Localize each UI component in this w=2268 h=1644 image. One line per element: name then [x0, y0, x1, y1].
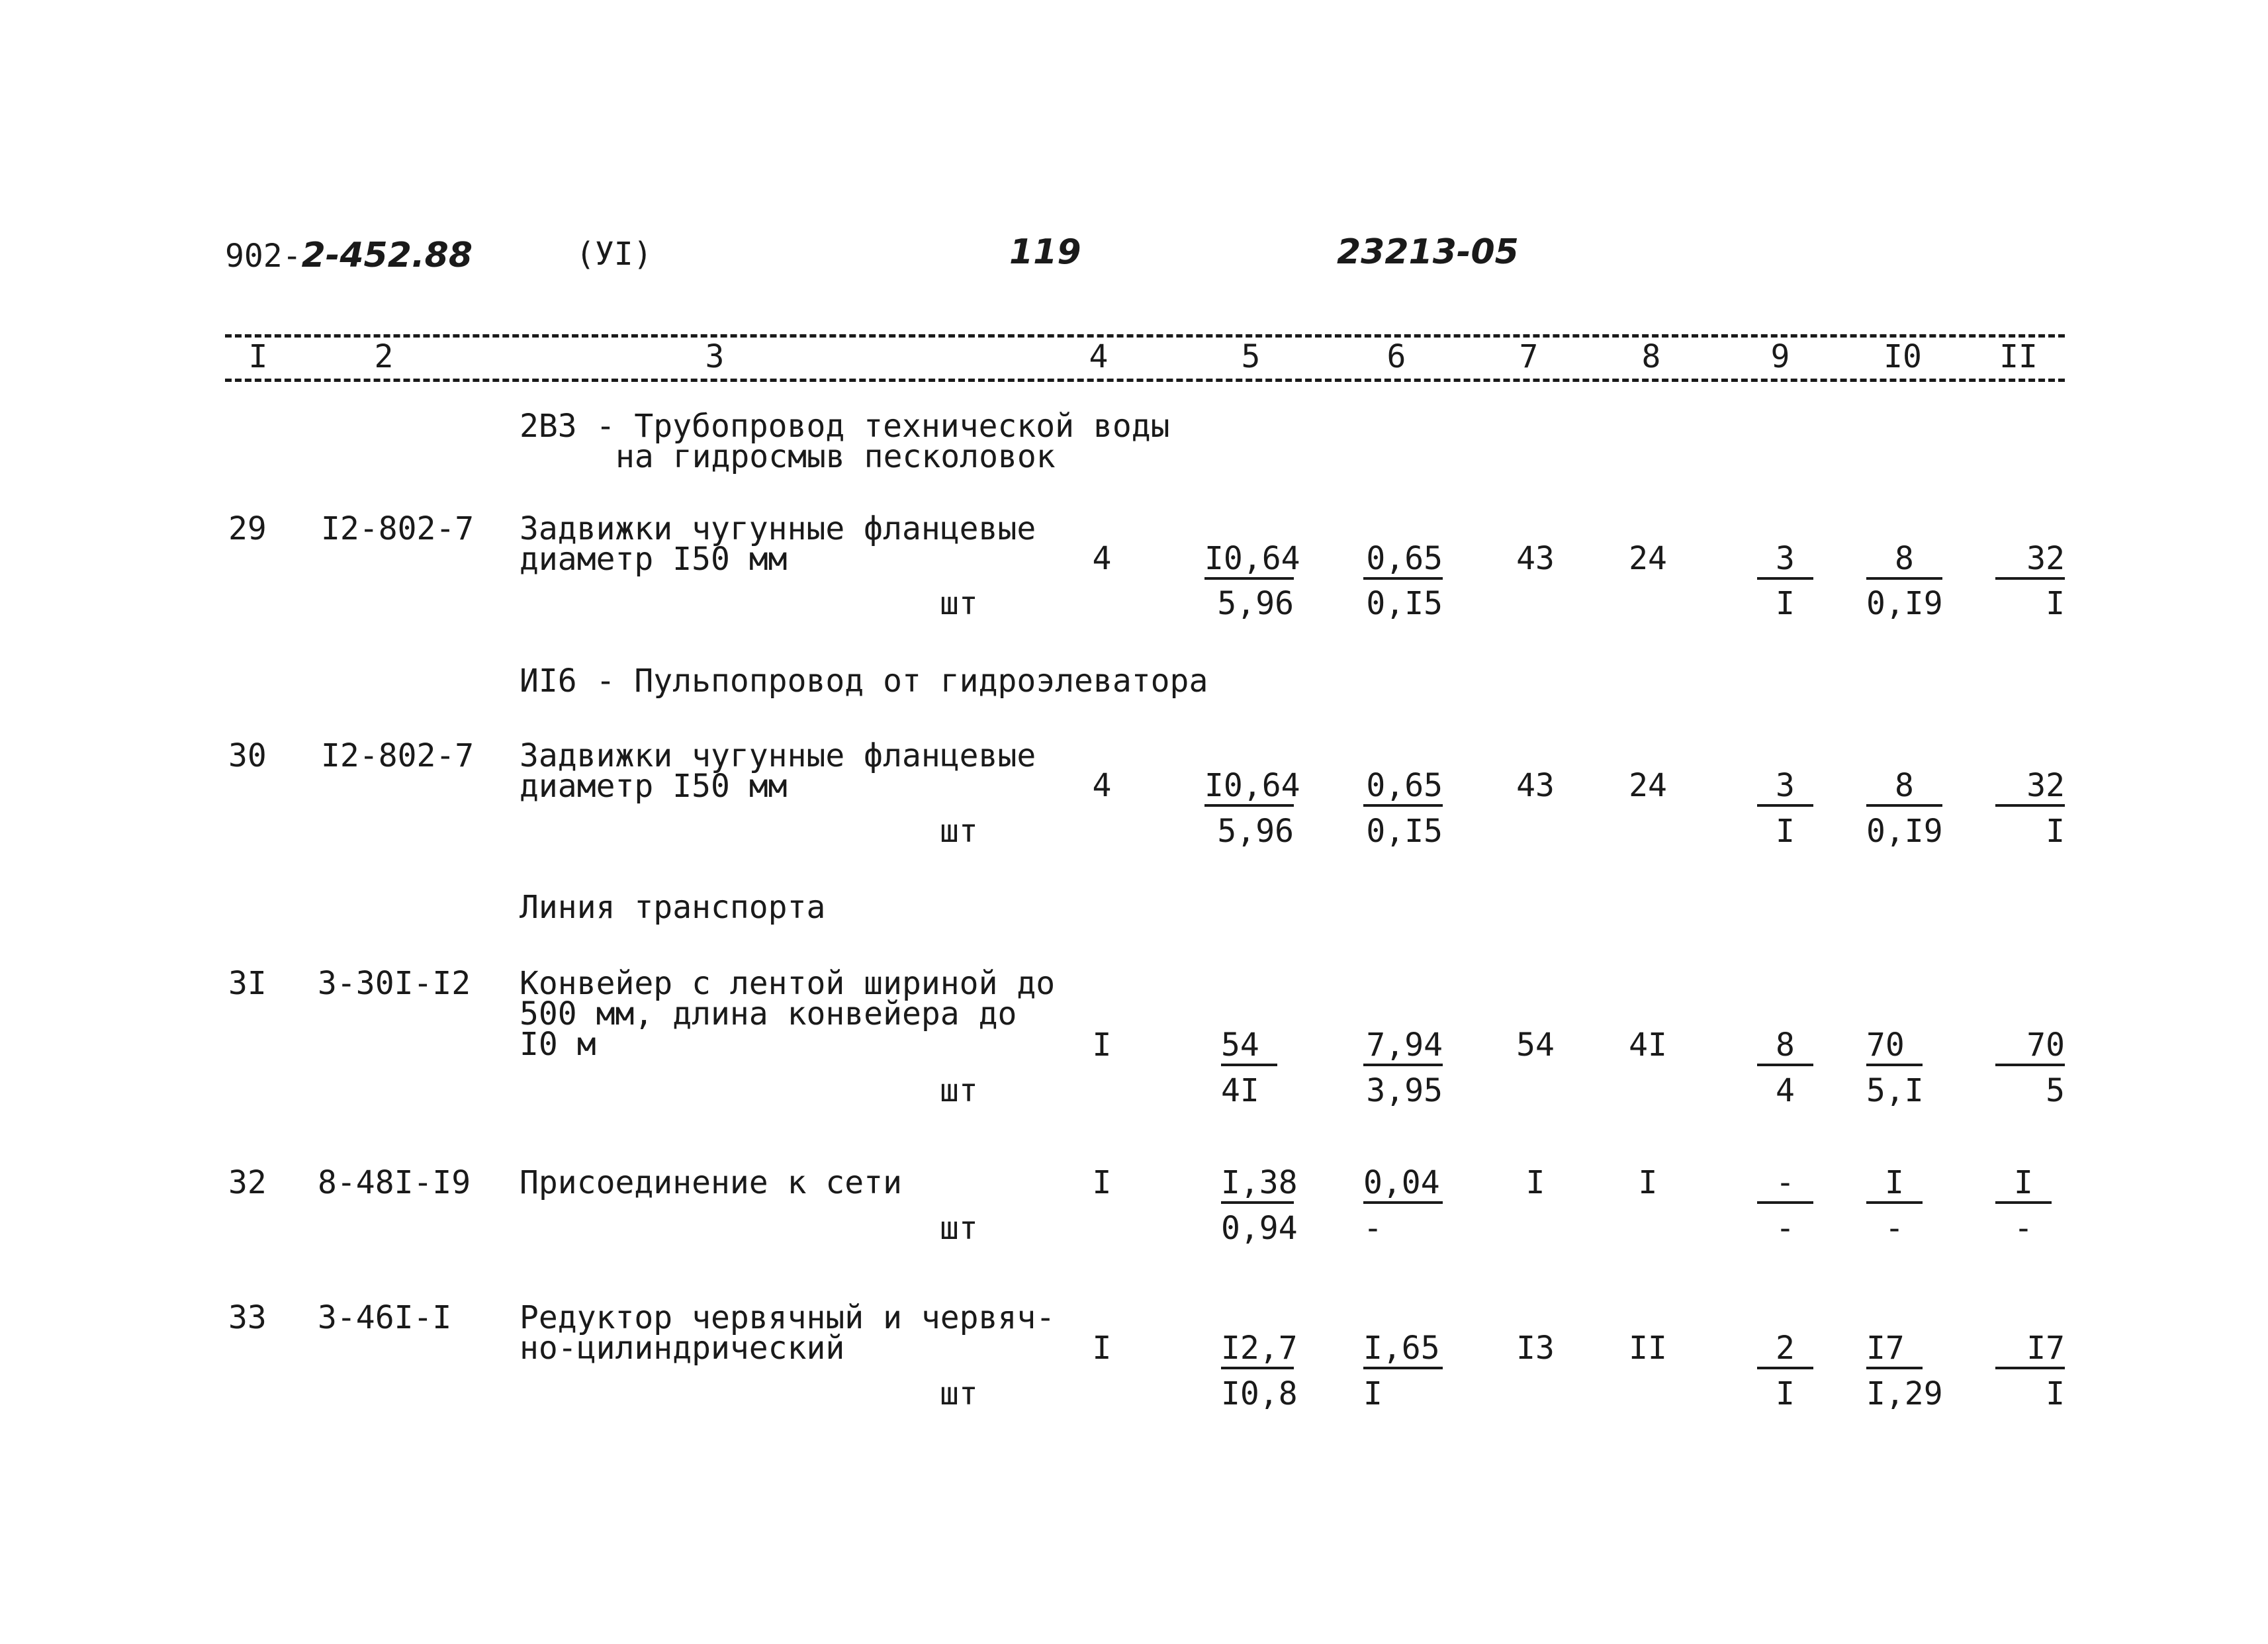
column-header-3: 3 [705, 338, 725, 375]
col9-bottom: I [1776, 585, 1795, 622]
col11-bottom: 5 [2046, 1072, 2065, 1109]
group-heading: Линия транспорта [520, 889, 826, 926]
col11-top: 70 [1995, 1029, 2065, 1066]
col10-top: 70 [1866, 1029, 1923, 1066]
col5-bottom: 0,94 [1221, 1210, 1298, 1247]
item-description: Конвейер с лентой шириной до [520, 965, 1056, 1002]
col11-top: 32 [1995, 770, 2065, 807]
col10-bottom: I,29 [1866, 1375, 1943, 1412]
col6-bottom: - [1363, 1210, 1383, 1247]
col10-bottom: 5,I [1866, 1072, 1924, 1109]
document-code-prefix: 902- [225, 238, 302, 275]
doc-number: 23213-05 [1337, 232, 1519, 272]
column-header-2: 2 [374, 338, 394, 375]
col6-top: 0,65 [1363, 770, 1443, 807]
row-number: 30 [228, 737, 267, 774]
col10-bottom: 0,I9 [1866, 813, 1943, 850]
column-header-10: I0 [1883, 338, 1922, 375]
unit-label: шт [940, 1210, 978, 1247]
quantity: I [1092, 1164, 1112, 1201]
item-code: 3-30I-I2 [318, 965, 471, 1002]
col9-bottom: I [1776, 813, 1795, 850]
document-code-handwritten: 2-452.88 [301, 236, 473, 275]
col7-value: 54 [1516, 1027, 1555, 1064]
quantity: 4 [1092, 540, 1112, 577]
col5-top: 54 [1221, 1029, 1277, 1066]
col7-value: I [1525, 1164, 1545, 1201]
col10-bottom: - [1885, 1210, 1904, 1247]
col6-top: 0,04 [1363, 1167, 1443, 1204]
col11-top: I [1995, 1167, 2052, 1204]
column-header-9: 9 [1770, 338, 1790, 375]
item-description: Редуктор червячный и червяч- [520, 1299, 1056, 1336]
row-number: 29 [228, 510, 267, 547]
unit-label: шт [940, 1072, 978, 1109]
item-code: 3-46I-I [318, 1299, 452, 1336]
column-header-4: 4 [1089, 338, 1109, 375]
col10-top: I [1866, 1167, 1923, 1204]
column-header-6: 6 [1386, 338, 1406, 375]
group-heading: 2В3 - Трубопровод технической воды [520, 408, 1170, 445]
col6-top: 0,65 [1363, 543, 1443, 580]
item-description: I0 м [520, 1026, 596, 1063]
row-number: 32 [228, 1164, 267, 1201]
row-number: 33 [228, 1299, 267, 1336]
col9-top: 3 [1757, 770, 1813, 807]
col10-bottom: 0,I9 [1866, 585, 1943, 622]
col11-bottom: I [2046, 585, 2065, 622]
col7-value: I3 [1516, 1330, 1555, 1367]
item-description: Задвижки чугунные фланцевые [520, 737, 1036, 774]
quantity: 4 [1092, 767, 1112, 804]
col11-bottom: I [2046, 813, 2065, 850]
col8-value: 24 [1629, 767, 1667, 804]
col10-top: 8 [1866, 543, 1942, 580]
col6-top: 7,94 [1363, 1029, 1443, 1066]
item-description: диаметр I50 мм [520, 541, 788, 578]
col10-top: 8 [1866, 770, 1942, 807]
col5-top: I0,64 [1204, 543, 1294, 580]
item-code: I2-802-7 [321, 737, 475, 774]
col11-top: I7 [1995, 1332, 2065, 1369]
col10-top: I7 [1866, 1332, 1923, 1369]
col7-value: 43 [1516, 540, 1555, 577]
col11-bottom: I [2046, 1375, 2065, 1412]
col9-top: 3 [1757, 543, 1813, 580]
col6-bottom: 0,I5 [1366, 813, 1443, 850]
col6-bottom: I [1363, 1375, 1383, 1412]
unit-label: шт [940, 813, 978, 850]
col6-bottom: 0,I5 [1366, 585, 1443, 622]
col5-top: I2,7 [1221, 1332, 1294, 1369]
item-description: диаметр I50 мм [520, 768, 788, 805]
col9-bottom: I [1776, 1375, 1795, 1412]
col6-bottom: 3,95 [1366, 1072, 1443, 1109]
header-rule-top [225, 334, 2065, 338]
unit-label: шт [940, 585, 978, 622]
quantity: I [1092, 1330, 1112, 1367]
column-header-8: 8 [1641, 338, 1661, 375]
col8-value: 24 [1629, 540, 1667, 577]
col8-value: 4I [1629, 1027, 1667, 1064]
column-header-1: I [248, 338, 268, 375]
col7-value: 43 [1516, 767, 1555, 804]
item-description: 500 мм, длина конвейера до [520, 995, 1017, 1032]
col5-bottom: I0,8 [1221, 1375, 1298, 1412]
col11-bottom: - [2014, 1210, 2033, 1247]
page-number: 119 [1009, 232, 1081, 272]
group-heading-continued: на гидросмыв песколовок [615, 438, 1056, 475]
column-header-11: II [1999, 338, 2038, 375]
row-number: 3I [228, 965, 267, 1002]
item-code: I2-802-7 [321, 510, 475, 547]
column-header-5: 5 [1241, 338, 1261, 375]
col9-top: 2 [1757, 1332, 1813, 1369]
col8-value: II [1629, 1330, 1667, 1367]
column-header-7: 7 [1519, 338, 1539, 375]
item-description: Присоединение к сети [520, 1164, 902, 1201]
item-description: но-цилиндрический [520, 1330, 845, 1367]
col5-bottom: 5,96 [1217, 813, 1294, 850]
col9-top: 8 [1757, 1029, 1813, 1066]
col8-value: I [1638, 1164, 1658, 1201]
group-heading: ИI6 - Пульпопровод от гидроэлеватора [520, 662, 1208, 700]
col5-bottom: 5,96 [1217, 585, 1294, 622]
col9-bottom: 4 [1776, 1072, 1795, 1109]
item-code: 8-48I-I9 [318, 1164, 471, 1201]
col6-top: I,65 [1363, 1332, 1443, 1369]
col9-top: - [1757, 1167, 1813, 1204]
col5-bottom: 4I [1221, 1072, 1259, 1109]
col5-top: I0,64 [1204, 770, 1294, 807]
header-rule-bottom [225, 379, 2065, 382]
col11-top: 32 [1995, 543, 2065, 580]
col9-bottom: - [1776, 1210, 1795, 1247]
col5-top: I,38 [1221, 1167, 1294, 1204]
document-code [225, 238, 473, 273]
unit-label: шт [940, 1375, 978, 1412]
quantity: I [1092, 1027, 1112, 1064]
section-label: (УI) [576, 236, 653, 273]
item-description: Задвижки чугунные фланцевые [520, 510, 1036, 547]
